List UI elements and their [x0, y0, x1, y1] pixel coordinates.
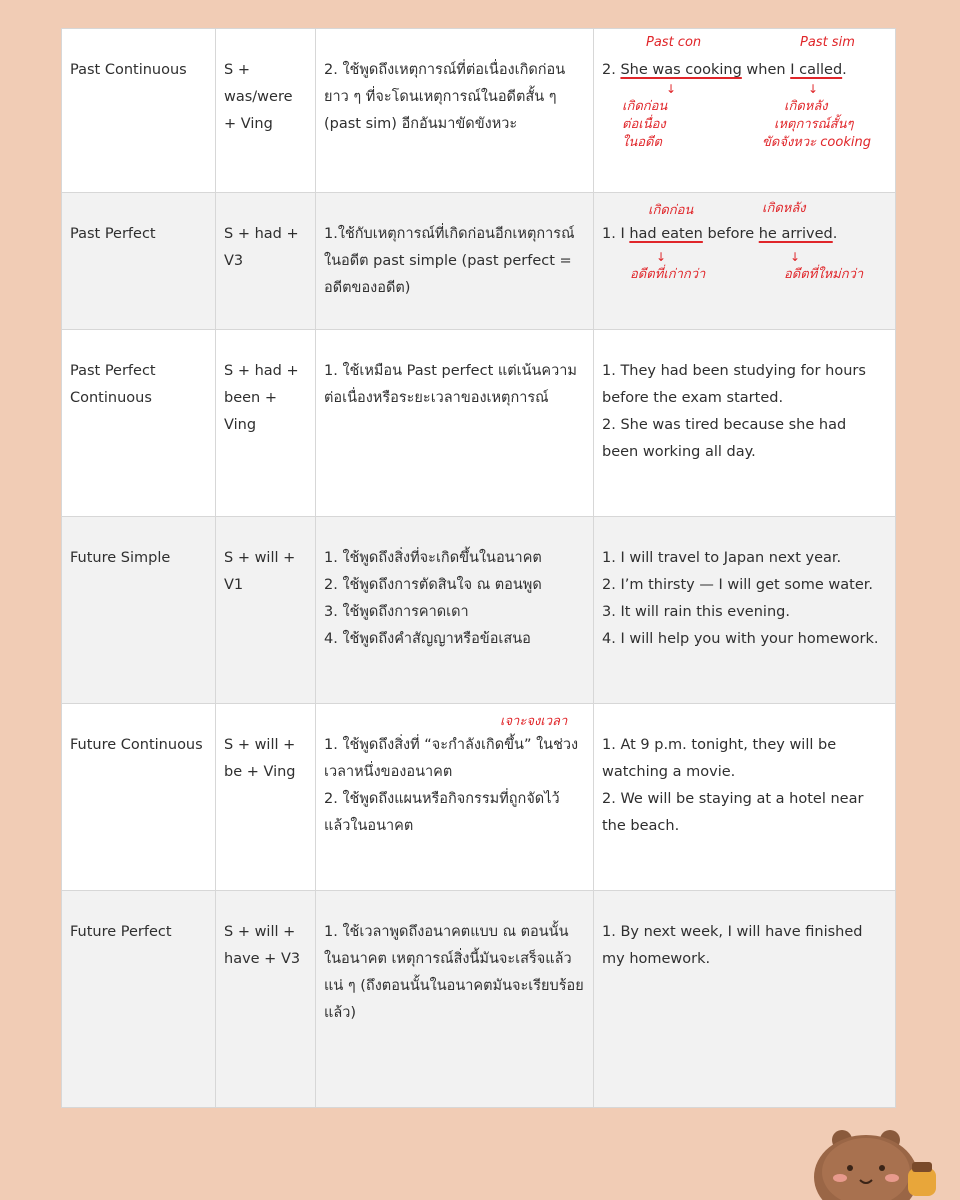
usage: 1. ใช้เหมือน Past perfect แต่เน้นความต่อเนื่องหรือระยะเวลาของเหตุการณ์	[316, 330, 594, 517]
tense-name: Past Perfect Continuous	[62, 330, 216, 517]
structure: S + was/were + Ving	[216, 29, 316, 193]
usage-3: 3. ใช้พูดถึงการคาดเดา	[324, 604, 469, 620]
row-future-simple	[62, 517, 896, 704]
note-specific-time: เจาะจงเวลา	[500, 714, 568, 729]
note-top-right: เกิดหลัง	[762, 201, 806, 216]
structure: S + had + V3	[216, 193, 316, 330]
example-2: 2. I’m thirsty — I will get some water.	[602, 577, 873, 593]
row-future-perfect	[62, 891, 896, 1108]
example-1: 1. They had been studying for hours before the exam started.	[602, 363, 866, 406]
note-top-left: เกิดก่อน	[648, 203, 694, 218]
usage-2: 2. ใช้พูดถึงแผนหรือกิจกรรมที่ถูกจัดไว้แล้วในอนาคต	[324, 791, 560, 834]
structure: S + will + V1	[216, 517, 316, 704]
row-future-continuous	[62, 704, 896, 891]
example-1: 1. I will travel to Japan next year.	[602, 550, 842, 566]
example-2: 2. We will be staying at a hotel near the beach.	[602, 791, 864, 834]
structure: S + will + be + Ving	[216, 704, 316, 891]
structure: S + had + been + Ving	[216, 330, 316, 517]
note-left-1: เกิดก่อน	[622, 99, 668, 114]
usage: 1. ใช้เวลาพูดถึงอนาคตแบบ ณ ตอนนั้นในอนาคต เหตุการณ์สิ่งนี้มันจะเสร็จแล้วแน่ ๆ (ถึงตอนนั้นในอนาคตมันจะเรียบร้อยแล้ว)	[316, 891, 594, 1108]
note-right-1: เกิดหลัง	[784, 99, 828, 114]
note-past-sim: Past sim	[800, 35, 855, 50]
example	[594, 517, 896, 704]
example	[594, 29, 896, 193]
example-2: 2. She was tired because she had been working all day.	[602, 417, 847, 460]
bear-sticker-icon	[802, 1122, 942, 1200]
usage	[316, 517, 594, 704]
arrow-down-icon: ↓	[808, 82, 819, 96]
tense-name: Past Continuous	[62, 29, 216, 193]
note-left-2: ต่อเนื่อง	[622, 117, 666, 132]
tense-name: Future Continuous	[62, 704, 216, 891]
tense-name: Future Simple	[62, 517, 216, 704]
tense-table	[61, 28, 896, 1108]
note-bottom-right: อดีตที่ใหม่กว่า	[784, 267, 864, 282]
tense-name: Future Perfect	[62, 891, 216, 1108]
usage	[316, 704, 594, 891]
usage-4: 4. ใช้พูดถึงคำสัญญาหรือข้อเสนอ	[324, 631, 531, 647]
note-past-con: Past con	[646, 35, 702, 50]
arrow-down-icon: ↓	[656, 250, 667, 264]
usage: 1.ใช้กับเหตุการณ์ที่เกิดก่อนอีกเหตุการณ์ในอดีต past simple (past perfect = อดีตของอดีต)	[316, 193, 594, 330]
usage-1: 1. ใช้พูดถึงสิ่งที่ “จะกำลังเกิดขึ้น” ในช่วงเวลาหนึ่งของอนาคต	[324, 737, 579, 780]
example-4: 4. I will help you with your homework.	[602, 631, 879, 647]
structure: S + will + have + V3	[216, 891, 316, 1108]
row-past-continuous	[62, 29, 896, 193]
row-past-perfect-continuous	[62, 330, 896, 517]
usage-2: 2. ใช้พูดถึงการตัดสินใจ ณ ตอนพูด	[324, 577, 542, 593]
note-left-3: ในอดีต	[622, 135, 662, 150]
usage: 2. ใช้พูดถึงเหตุการณ์ที่ต่อเนื่องเกิดก่อนยาว ๆ ที่จะโดนเหตุการณ์ในอดีตสั้น ๆ (past sim) อีกอันมาขัดขังหวะ	[316, 29, 594, 193]
example-sentence: 1. I had eaten before he arrived.	[602, 226, 838, 242]
arrow-down-icon: ↓	[790, 250, 801, 264]
tense-name: Past Perfect	[62, 193, 216, 330]
example	[594, 704, 896, 891]
arrow-down-icon: ↓	[666, 82, 677, 96]
row-past-perfect	[62, 193, 896, 330]
example-1: 1. At 9 p.m. tonight, they will be watching a movie.	[602, 737, 837, 780]
example-3: 3. It will rain this evening.	[602, 604, 790, 620]
example	[594, 193, 896, 330]
note-bottom-left: อดีตที่เก่ากว่า	[630, 267, 706, 282]
example-sentence: 2. She was cooking when I called.	[602, 62, 847, 78]
example	[594, 330, 896, 517]
note-right-3: ขัดจังหวะ cooking	[762, 135, 871, 150]
usage-1: 1. ใช้พูดถึงสิ่งที่จะเกิดขึ้นในอนาคต	[324, 550, 542, 566]
example: 1. By next week, I will have finished my homework.	[594, 891, 896, 1108]
note-right-2: เหตุการณ์สั้นๆ	[774, 117, 854, 132]
